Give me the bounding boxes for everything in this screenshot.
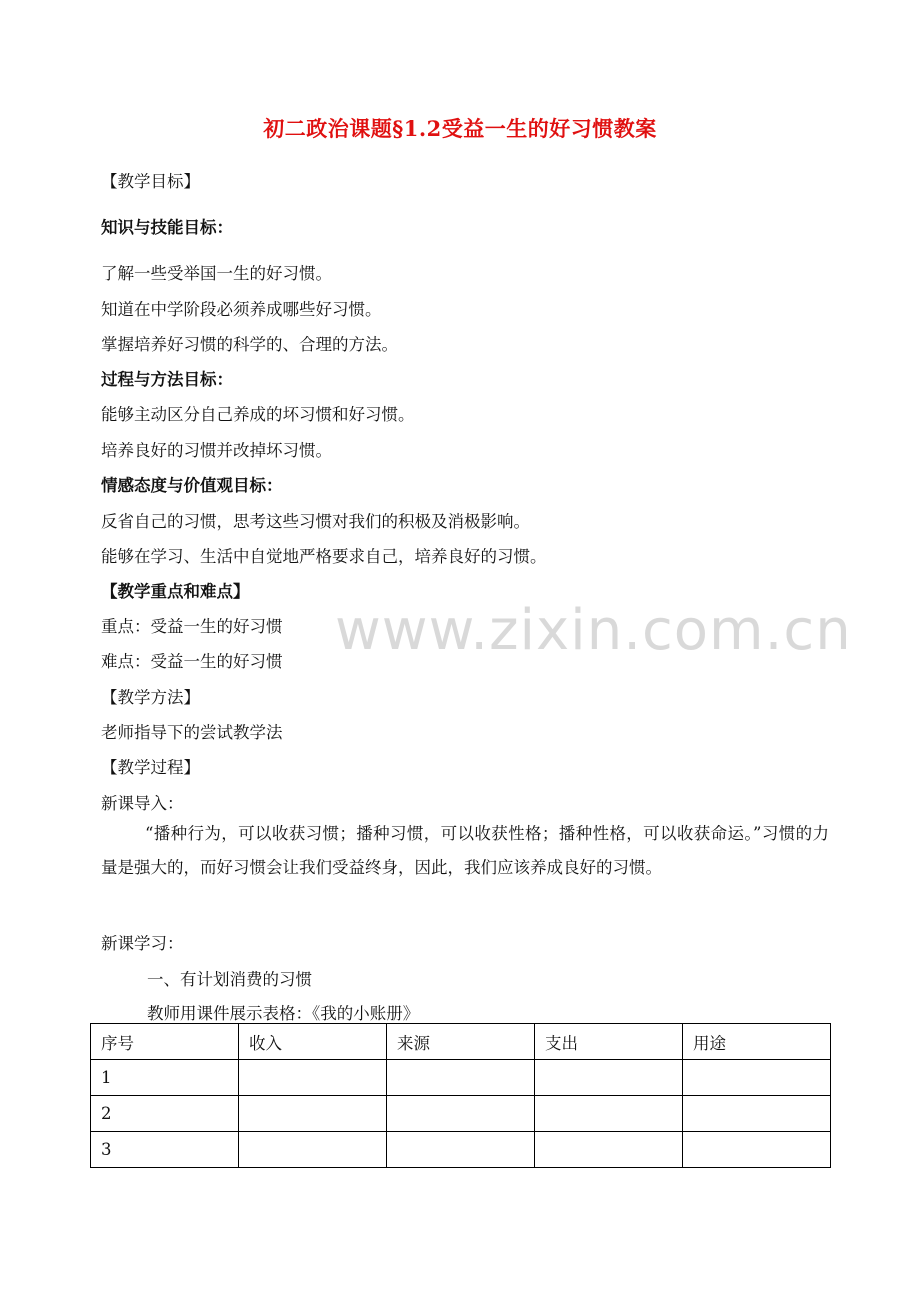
emotion-heading: 情感态度与价值观目标： [101, 476, 283, 495]
table-cell [387, 1096, 535, 1132]
table-row [91, 1060, 831, 1096]
table-header-row [91, 1024, 831, 1060]
table-header-cell: 用途 [683, 1024, 831, 1060]
document-title: 初二政治课题§1.2受益一生的好习惯教案 [263, 116, 657, 141]
intro-paragraph-text: “播种行为，可以收获习惯；播种习惯，可以收获性格；播种性格，可以收获命运。”习惯的力量是强大的，而好习惯会让我们受益终身，因此，我们应该养成良好的习惯。 [101, 824, 829, 877]
process-item-1: 能够主动区分自己养成的坏习惯和好习惯。 [101, 405, 415, 424]
table-cell [683, 1096, 831, 1132]
intro-paragraph [101, 817, 829, 885]
table-cell: 2 [91, 1096, 239, 1132]
table-cell [239, 1060, 387, 1096]
emotion-item-1: 反省自己的习惯，思考这些习惯对我们的积极及消极影响。 [101, 512, 530, 531]
intro-label: 新课导入： [101, 794, 184, 813]
item-1-heading: 一、有计划消费的习惯 [147, 970, 312, 989]
key-heading: 【教学重点和难点】 [101, 582, 250, 601]
knowledge-item-3: 掌握培养好习惯的科学的、合理的方法。 [101, 335, 398, 354]
table-cell [239, 1132, 387, 1168]
table-cell [683, 1132, 831, 1168]
table-cell [239, 1096, 387, 1132]
key-point: 重点：受益一生的好习惯 [101, 617, 283, 636]
table-header-cell: 支出 [535, 1024, 683, 1060]
goals-heading: 【教学目标】 [101, 172, 200, 191]
table-cell [535, 1096, 683, 1132]
table-cell [535, 1060, 683, 1096]
table-cell [535, 1132, 683, 1168]
method-text: 老师指导下的尝试教学法 [101, 723, 283, 742]
knowledge-heading: 知识与技能目标： [101, 218, 233, 237]
process2-heading: 【教学过程】 [101, 758, 200, 777]
emotion-item-2: 能够在学习、生活中自觉地严格要求自己，培养良好的习惯。 [101, 547, 547, 566]
table-row [91, 1132, 831, 1168]
method-heading: 【教学方法】 [101, 688, 200, 707]
knowledge-item-2: 知道在中学阶段必须养成哪些好习惯。 [101, 300, 382, 319]
difficult-point: 难点：受益一生的好习惯 [101, 652, 283, 671]
process-item-2: 培养良好的习惯并改掉坏习惯。 [101, 441, 332, 460]
table-cell [387, 1060, 535, 1096]
learn-label: 新课学习： [101, 934, 184, 953]
table-header-cell: 序号 [91, 1024, 239, 1060]
watermark-text: www.zixin.com.cn [335, 598, 852, 663]
knowledge-item-1: 了解一些受举国一生的好习惯。 [101, 264, 332, 283]
table-cell: 1 [91, 1060, 239, 1096]
table-header-cell: 来源 [387, 1024, 535, 1060]
table-caption: 教师用课件展示表格：《我的小账册》 [147, 1004, 420, 1023]
table-cell: 3 [91, 1132, 239, 1168]
table-cell [683, 1060, 831, 1096]
table-row [91, 1096, 831, 1132]
process-heading: 过程与方法目标： [101, 370, 233, 389]
table-header-cell: 收入 [239, 1024, 387, 1060]
ledger-table [90, 1023, 831, 1168]
table-cell [387, 1132, 535, 1168]
